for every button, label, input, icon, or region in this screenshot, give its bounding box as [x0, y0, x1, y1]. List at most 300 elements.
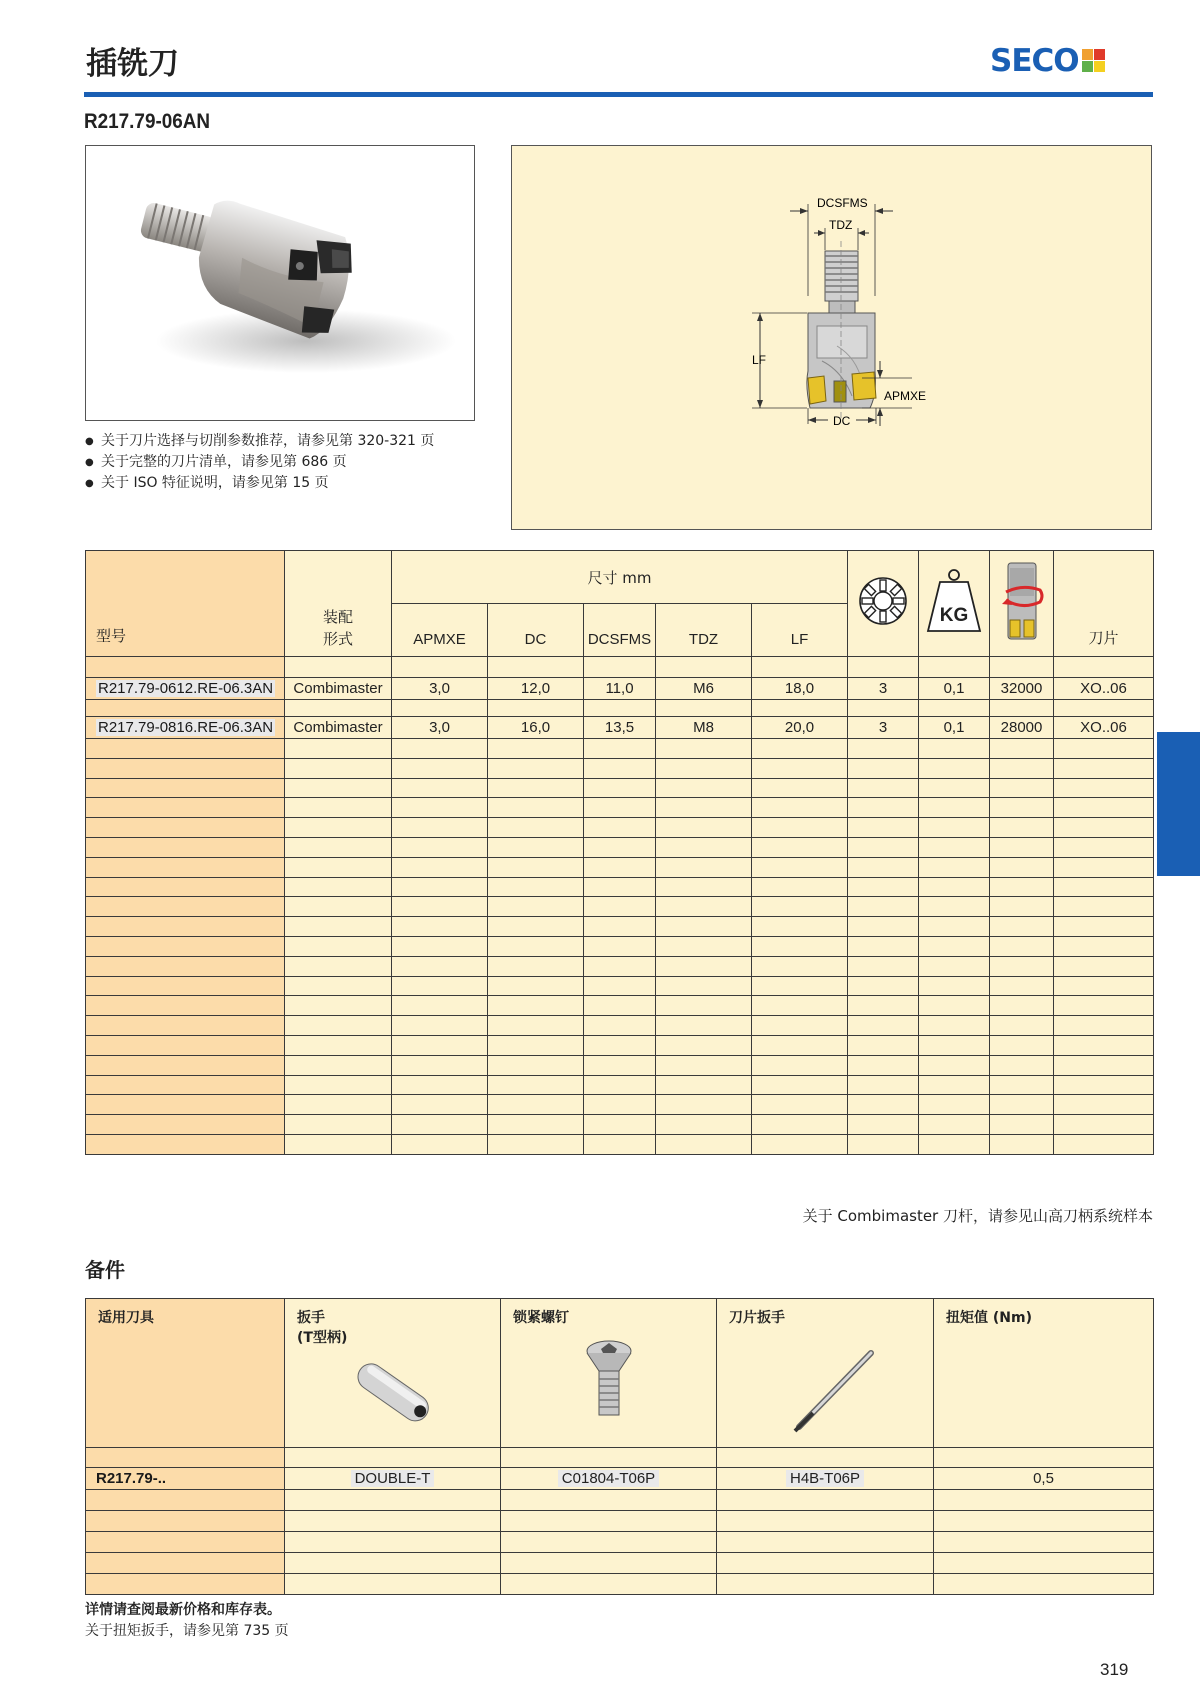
cell-kg-value: 0,1: [943, 719, 965, 736]
empty-cell: [488, 857, 584, 877]
empty-cell: [285, 1490, 501, 1511]
empty-cell: [656, 1115, 752, 1135]
empty-cell: [919, 758, 990, 778]
empty-cell: [1054, 1055, 1154, 1075]
header-rpm: [990, 551, 1054, 657]
empty-cell: [1054, 1095, 1154, 1115]
empty-cell: [848, 1075, 919, 1095]
empty-cell: [752, 798, 848, 818]
empty-cell: [584, 778, 656, 798]
header-dimension-group: 尺寸 mm: [392, 551, 848, 604]
empty-cell: [86, 877, 285, 897]
cell-rpm: [990, 678, 1054, 700]
header-dc: DC: [488, 604, 584, 657]
empty-cell: [285, 1553, 501, 1574]
cell-dcsfms-value: 11,0: [605, 680, 634, 697]
empty-cell: [717, 1532, 934, 1553]
empty-cell: [392, 917, 488, 937]
empty-cell: [488, 818, 584, 838]
empty-cell: [656, 996, 752, 1016]
part-key-value: H4B-T06P: [786, 1470, 864, 1487]
empty-cell: [86, 657, 285, 678]
title-rule: [84, 92, 1153, 97]
empty-cell: [501, 1448, 717, 1468]
empty-cell: [584, 818, 656, 838]
empty-cell: [285, 1532, 501, 1553]
cell-dcsfms: [584, 678, 656, 700]
empty-cell: [990, 1016, 1054, 1036]
cell-apmxe-value: 3,0: [429, 680, 450, 697]
empty-cell: [752, 877, 848, 897]
empty-cell: [488, 917, 584, 937]
empty-cell: [584, 996, 656, 1016]
empty-cell: [86, 837, 285, 857]
empty-cell: [752, 936, 848, 956]
empty-cell: [919, 1095, 990, 1115]
empty-cell: [656, 897, 752, 917]
insert-key-icon: [729, 1335, 909, 1435]
empty-cell: [488, 976, 584, 996]
product-table: [85, 550, 1154, 1155]
header-mount: [285, 551, 392, 657]
empty-cell: [656, 818, 752, 838]
empty-cell: [656, 936, 752, 956]
cell-apmxe-value: 3,0: [429, 719, 450, 736]
empty-cell: [584, 758, 656, 778]
empty-cell: [488, 700, 584, 717]
empty-cell: [717, 1553, 934, 1574]
header-mount-label: 装配形式: [322, 608, 353, 648]
empty-cell: [392, 936, 488, 956]
page-title: 插铣刀: [86, 46, 179, 82]
empty-cell: [752, 1016, 848, 1036]
empty-cell: [656, 1075, 752, 1095]
empty-cell: [392, 818, 488, 838]
empty-cell: [919, 778, 990, 798]
part-cell-key: [717, 1468, 934, 1490]
price-note: 详情请查阅最新价格和库存表。: [85, 1602, 281, 1618]
empty-cell: [584, 657, 656, 678]
empty-cell: [919, 976, 990, 996]
dim-label-tdz: TDZ: [829, 218, 853, 232]
empty-cell: [848, 897, 919, 917]
cell-z-value: 3: [878, 680, 888, 697]
cell-mount-value: Combimaster: [293, 719, 383, 736]
part-cell-tool: [86, 1468, 285, 1490]
empty-cell: [752, 1134, 848, 1154]
empty-cell: [488, 1095, 584, 1115]
empty-cell: [848, 837, 919, 857]
empty-cell: [392, 976, 488, 996]
empty-cell: [848, 1115, 919, 1135]
empty-cell: [584, 976, 656, 996]
empty-cell: [584, 877, 656, 897]
empty-cell: [285, 1134, 392, 1154]
empty-cell: [1054, 758, 1154, 778]
cell-mount-value: Combimaster: [293, 680, 383, 697]
empty-cell: [285, 657, 392, 678]
part-cell-wrench: [285, 1468, 501, 1490]
empty-cell: [584, 798, 656, 818]
empty-cell: [584, 917, 656, 937]
empty-cell: [285, 996, 392, 1016]
empty-cell: [501, 1490, 717, 1511]
cell-rpm-value: 28000: [1000, 719, 1043, 736]
empty-cell: [86, 1553, 285, 1574]
empty-cell: [392, 1134, 488, 1154]
empty-cell: [86, 1095, 285, 1115]
part-cell-torque: [934, 1468, 1154, 1490]
empty-cell: [656, 798, 752, 818]
empty-cell: [1054, 1075, 1154, 1095]
empty-cell: [1054, 936, 1154, 956]
empty-cell: [86, 1490, 285, 1511]
empty-cell: [285, 700, 392, 717]
spare-parts-table: [85, 1298, 1154, 1595]
empty-cell: [919, 956, 990, 976]
empty-cell: [752, 758, 848, 778]
locking-screw-icon: [513, 1335, 693, 1435]
empty-cell: [285, 897, 392, 917]
empty-cell: [656, 778, 752, 798]
empty-cell: [285, 739, 392, 759]
empty-cell: [285, 956, 392, 976]
empty-cell: [848, 1035, 919, 1055]
empty-cell: [86, 1055, 285, 1075]
empty-cell: [919, 1055, 990, 1075]
empty-cell: [86, 798, 285, 818]
parts-header-wrench-sub: (T型柄): [297, 1330, 348, 1346]
note-item: ● 关于完整的刀片清单，请参见第 686 页: [85, 452, 434, 473]
empty-cell: [1054, 996, 1154, 1016]
empty-cell: [488, 1016, 584, 1036]
spare-parts-body: [86, 1448, 1154, 1595]
empty-cell: [919, 739, 990, 759]
empty-cell: [584, 700, 656, 717]
empty-cell: [285, 758, 392, 778]
empty-cell: [656, 700, 752, 717]
dim-label-lf: LF: [752, 353, 767, 367]
empty-cell: [990, 798, 1054, 818]
empty-cell: [656, 956, 752, 976]
empty-cell: [752, 1055, 848, 1075]
part-tool-value: R217.79-..: [96, 1470, 167, 1487]
part-torque-value: 0,5: [1033, 1470, 1054, 1487]
empty-cell: [392, 1035, 488, 1055]
cell-dcsfms-value: 13,5: [604, 719, 635, 736]
empty-cell: [488, 996, 584, 1016]
empty-cell: [285, 1115, 392, 1135]
empty-cell: [1054, 700, 1154, 717]
empty-cell: [392, 857, 488, 877]
empty-cell: [717, 1511, 934, 1532]
empty-cell: [848, 700, 919, 717]
parts-header-tool: 适用刀具: [86, 1299, 285, 1448]
cell-insert: [1054, 678, 1154, 700]
empty-cell: [934, 1553, 1154, 1574]
header-apmxe: APMXE: [392, 604, 488, 657]
cell-lf-value: 18,0: [784, 680, 815, 697]
empty-cell: [584, 897, 656, 917]
note-item: ● 关于刀片选择与切削参数推荐，请参见第 320-321 页: [85, 431, 434, 452]
empty-cell: [285, 1511, 501, 1532]
cell-lf: [752, 678, 848, 700]
seco-logo: [990, 44, 1106, 78]
empty-cell: [392, 700, 488, 717]
empty-cell: [392, 837, 488, 857]
empty-cell: [285, 917, 392, 937]
cell-tdz: [656, 717, 752, 739]
empty-cell: [752, 1115, 848, 1135]
empty-cell: [656, 1095, 752, 1115]
insert-count-icon: [857, 575, 909, 627]
table-row: [86, 678, 1154, 700]
empty-cell: [584, 1115, 656, 1135]
empty-cell: [1054, 1115, 1154, 1135]
empty-cell: [919, 700, 990, 717]
empty-cell: [848, 1055, 919, 1075]
cell-tdz-value: M6: [693, 680, 714, 697]
empty-cell: [488, 1115, 584, 1135]
cell-dcsfms: [584, 717, 656, 739]
empty-cell: [584, 936, 656, 956]
empty-cell: [1054, 818, 1154, 838]
cell-mount: [285, 717, 392, 739]
empty-cell: [656, 1055, 752, 1075]
empty-cell: [848, 758, 919, 778]
empty-cell: [752, 700, 848, 717]
empty-cell: [584, 739, 656, 759]
empty-cell: [86, 1016, 285, 1036]
cell-dc-value: 16,0: [520, 719, 551, 736]
empty-cell: [919, 857, 990, 877]
empty-cell: [392, 798, 488, 818]
empty-cell: [752, 657, 848, 678]
empty-cell: [990, 1134, 1054, 1154]
cell-tdz-value: M8: [693, 719, 714, 736]
empty-cell: [656, 739, 752, 759]
empty-cell: [86, 917, 285, 937]
cell-insert: [1054, 717, 1154, 739]
empty-cell: [990, 897, 1054, 917]
dimension-drawing: [512, 146, 1151, 529]
product-code: R217.79-06AN: [84, 110, 211, 133]
empty-cell: [1054, 798, 1154, 818]
empty-cell: [919, 936, 990, 956]
empty-cell: [752, 996, 848, 1016]
empty-cell: [392, 996, 488, 1016]
empty-cell: [717, 1574, 934, 1595]
empty-cell: [656, 837, 752, 857]
empty-cell: [86, 996, 285, 1016]
product-photo: [85, 145, 475, 421]
empty-cell: [392, 657, 488, 678]
product-table-body: [86, 657, 1154, 1155]
max-rpm-icon: [998, 560, 1046, 642]
empty-cell: [990, 857, 1054, 877]
empty-cell: [1054, 917, 1154, 937]
empty-cell: [1054, 837, 1154, 857]
combimaster-note: 关于 Combimaster 刀杆，请参见山高刀柄系统样本: [802, 1207, 1153, 1225]
empty-cell: [919, 897, 990, 917]
parts-header-screw: [501, 1299, 717, 1448]
empty-cell: [86, 857, 285, 877]
empty-cell: [919, 837, 990, 857]
parts-header-key: [717, 1299, 934, 1448]
empty-cell: [1054, 739, 1154, 759]
empty-cell: [752, 739, 848, 759]
empty-cell: [656, 758, 752, 778]
empty-cell: [392, 1055, 488, 1075]
empty-cell: [1054, 956, 1154, 976]
empty-cell: [488, 739, 584, 759]
empty-cell: [752, 818, 848, 838]
empty-cell: [848, 818, 919, 838]
empty-cell: [656, 1035, 752, 1055]
cell-dc-value: 12,0: [520, 680, 551, 697]
empty-cell: [919, 798, 990, 818]
empty-cell: [488, 1134, 584, 1154]
empty-cell: [656, 657, 752, 678]
empty-cell: [990, 976, 1054, 996]
empty-cell: [488, 837, 584, 857]
dim-label-dc: DC: [833, 414, 851, 428]
empty-cell: [848, 739, 919, 759]
empty-cell: [848, 976, 919, 996]
empty-cell: [752, 1075, 848, 1095]
empty-cell: [86, 1075, 285, 1095]
cell-z: [848, 717, 919, 739]
cell-code: [86, 678, 285, 700]
empty-cell: [285, 1448, 501, 1468]
empty-cell: [392, 758, 488, 778]
empty-cell: [501, 1511, 717, 1532]
empty-cell: [848, 657, 919, 678]
empty-cell: [1054, 657, 1154, 678]
cell-tdz: [656, 678, 752, 700]
empty-cell: [848, 996, 919, 1016]
empty-cell: [934, 1532, 1154, 1553]
cell-mount: [285, 678, 392, 700]
empty-cell: [752, 917, 848, 937]
dim-label-apmxe: APMXE: [884, 389, 927, 403]
empty-cell: [86, 936, 285, 956]
empty-cell: [752, 956, 848, 976]
empty-cell: [1054, 976, 1154, 996]
empty-cell: [392, 956, 488, 976]
part-wrench-value: DOUBLE-T: [351, 1470, 435, 1487]
empty-cell: [488, 657, 584, 678]
page-number: 319: [1100, 1660, 1129, 1679]
empty-cell: [990, 1095, 1054, 1115]
spare-parts-title: 备件: [85, 1258, 125, 1282]
dim-label-dcsfms: DCSFMS: [817, 196, 868, 210]
cell-rpm-value: 32000: [1000, 680, 1043, 697]
empty-cell: [392, 1075, 488, 1095]
empty-cell: [1054, 778, 1154, 798]
empty-cell: [934, 1574, 1154, 1595]
empty-cell: [285, 976, 392, 996]
empty-cell: [919, 917, 990, 937]
empty-cell: [848, 1016, 919, 1036]
empty-cell: [392, 739, 488, 759]
empty-cell: [584, 1035, 656, 1055]
header-lf: LF: [752, 604, 848, 657]
empty-cell: [656, 1134, 752, 1154]
empty-cell: [501, 1532, 717, 1553]
empty-cell: [848, 877, 919, 897]
parts-header-screw-label: 锁紧螺钉: [513, 1310, 569, 1326]
bottom-notes: [85, 1600, 289, 1642]
empty-cell: [392, 897, 488, 917]
parts-header-wrench: [285, 1299, 501, 1448]
note-item: ● 关于 ISO 特征说明，请参见第 15 页: [85, 473, 434, 494]
empty-cell: [86, 818, 285, 838]
empty-cell: [86, 1134, 285, 1154]
empty-cell: [1054, 1035, 1154, 1055]
empty-cell: [990, 758, 1054, 778]
empty-cell: [752, 897, 848, 917]
empty-cell: [752, 857, 848, 877]
table-row: [86, 717, 1154, 739]
empty-cell: [919, 1134, 990, 1154]
empty-cell: [392, 1115, 488, 1135]
empty-cell: [488, 758, 584, 778]
empty-cell: [1054, 1134, 1154, 1154]
empty-cell: [934, 1448, 1154, 1468]
cell-apmxe: [392, 678, 488, 700]
cell-dc: [488, 717, 584, 739]
empty-cell: [285, 778, 392, 798]
empty-cell: [285, 857, 392, 877]
empty-cell: [86, 897, 285, 917]
empty-cell: [285, 798, 392, 818]
cell-kg-value: 0,1: [943, 680, 965, 697]
empty-cell: [86, 956, 285, 976]
empty-cell: [86, 1511, 285, 1532]
cell-insert-value: XO..06: [1080, 680, 1127, 697]
empty-cell: [919, 1016, 990, 1036]
header-tdz: TDZ: [656, 604, 752, 657]
reference-notes: [85, 431, 434, 494]
empty-cell: [848, 1095, 919, 1115]
empty-cell: [285, 818, 392, 838]
empty-cell: [848, 936, 919, 956]
empty-cell: [392, 1016, 488, 1036]
header-code: 型号: [86, 551, 285, 657]
empty-cell: [752, 1095, 848, 1115]
empty-cell: [488, 897, 584, 917]
header-dcsfms: DCSFMS: [584, 604, 656, 657]
header-weight: [919, 551, 990, 657]
empty-cell: [990, 818, 1054, 838]
empty-cell: [990, 778, 1054, 798]
empty-cell: [86, 1532, 285, 1553]
empty-cell: [86, 758, 285, 778]
empty-cell: [392, 1095, 488, 1115]
header-teeth: [848, 551, 919, 657]
cell-code: [86, 717, 285, 739]
empty-cell: [919, 1035, 990, 1055]
empty-cell: [848, 956, 919, 976]
empty-cell: [488, 1035, 584, 1055]
empty-cell: [919, 818, 990, 838]
empty-cell: [848, 917, 919, 937]
empty-cell: [285, 1016, 392, 1036]
part-screw-value: C01804-T06P: [558, 1470, 659, 1487]
parts-header-torque: 扭矩值 (Nm): [934, 1299, 1154, 1448]
empty-cell: [990, 996, 1054, 1016]
